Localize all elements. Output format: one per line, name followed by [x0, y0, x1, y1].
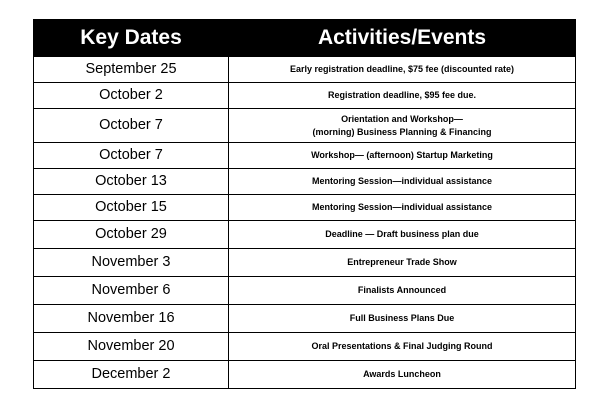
key-date-cell: October 2 [34, 83, 229, 109]
activity-cell [229, 305, 576, 333]
activity-text: Workshop— (afternoon) Startup Marketing [311, 150, 493, 161]
activity-cell [229, 195, 576, 221]
key-date-cell: October 29 [34, 221, 229, 249]
key-date-cell: October 7 [34, 143, 229, 169]
table-row [34, 83, 576, 109]
table-row [34, 277, 576, 305]
activity-text: Full Business Plans Due [349, 313, 455, 324]
table-row [34, 305, 576, 333]
header-activities-events: Activities/Events [229, 20, 576, 57]
activity-text: Orientation and Workshop— [341, 114, 463, 125]
table-body [34, 57, 576, 389]
key-date-cell: October 15 [34, 195, 229, 221]
key-date-cell: November 3 [34, 249, 229, 277]
activity-cell [229, 109, 576, 143]
activity-text: Early registration deadline, $75 fee (discounted rate) [289, 64, 515, 75]
table-header [34, 20, 576, 57]
activity-cell [229, 249, 576, 277]
activity-text: Finalists Announced [357, 285, 447, 296]
key-date-cell: November 20 [34, 333, 229, 361]
activity-text: Awards Luncheon [363, 369, 441, 380]
table-row [34, 169, 576, 195]
key-date-cell: November 6 [34, 277, 229, 305]
table-row [34, 195, 576, 221]
table-row [34, 143, 576, 169]
table-row [34, 221, 576, 249]
key-date-cell: December 2 [34, 361, 229, 389]
activity-cell [229, 169, 576, 195]
key-date-cell: October 7 [34, 109, 229, 143]
table-row [34, 57, 576, 83]
key-dates-table [33, 19, 576, 389]
activity-text: (morning) Business Planning & Financing [312, 126, 492, 137]
table-row [34, 333, 576, 361]
table-row [34, 109, 576, 143]
header-row [34, 20, 576, 57]
activity-cell [229, 277, 576, 305]
activity-cell [229, 333, 576, 361]
activity-cell [229, 57, 576, 83]
key-date-cell: November 16 [34, 305, 229, 333]
activity-cell [229, 143, 576, 169]
activity-cell [229, 361, 576, 389]
activity-text: Registration deadline, $95 fee due. [327, 90, 477, 101]
activity-text: Oral Presentations & Final Judging Round [311, 341, 493, 352]
table-row [34, 249, 576, 277]
header-key-dates: Key Dates [34, 20, 229, 57]
key-date-cell: September 25 [34, 57, 229, 83]
key-date-cell: October 13 [34, 169, 229, 195]
activity-cell [229, 221, 576, 249]
activity-text: Entrepreneur Trade Show [347, 257, 457, 268]
table-row [34, 361, 576, 389]
activity-text: Mentoring Session—individual assistance [311, 202, 493, 213]
activity-cell [229, 83, 576, 109]
activity-text: Mentoring Session—individual assistance [311, 176, 493, 187]
activity-text: Deadline — Draft business plan due [325, 229, 479, 240]
